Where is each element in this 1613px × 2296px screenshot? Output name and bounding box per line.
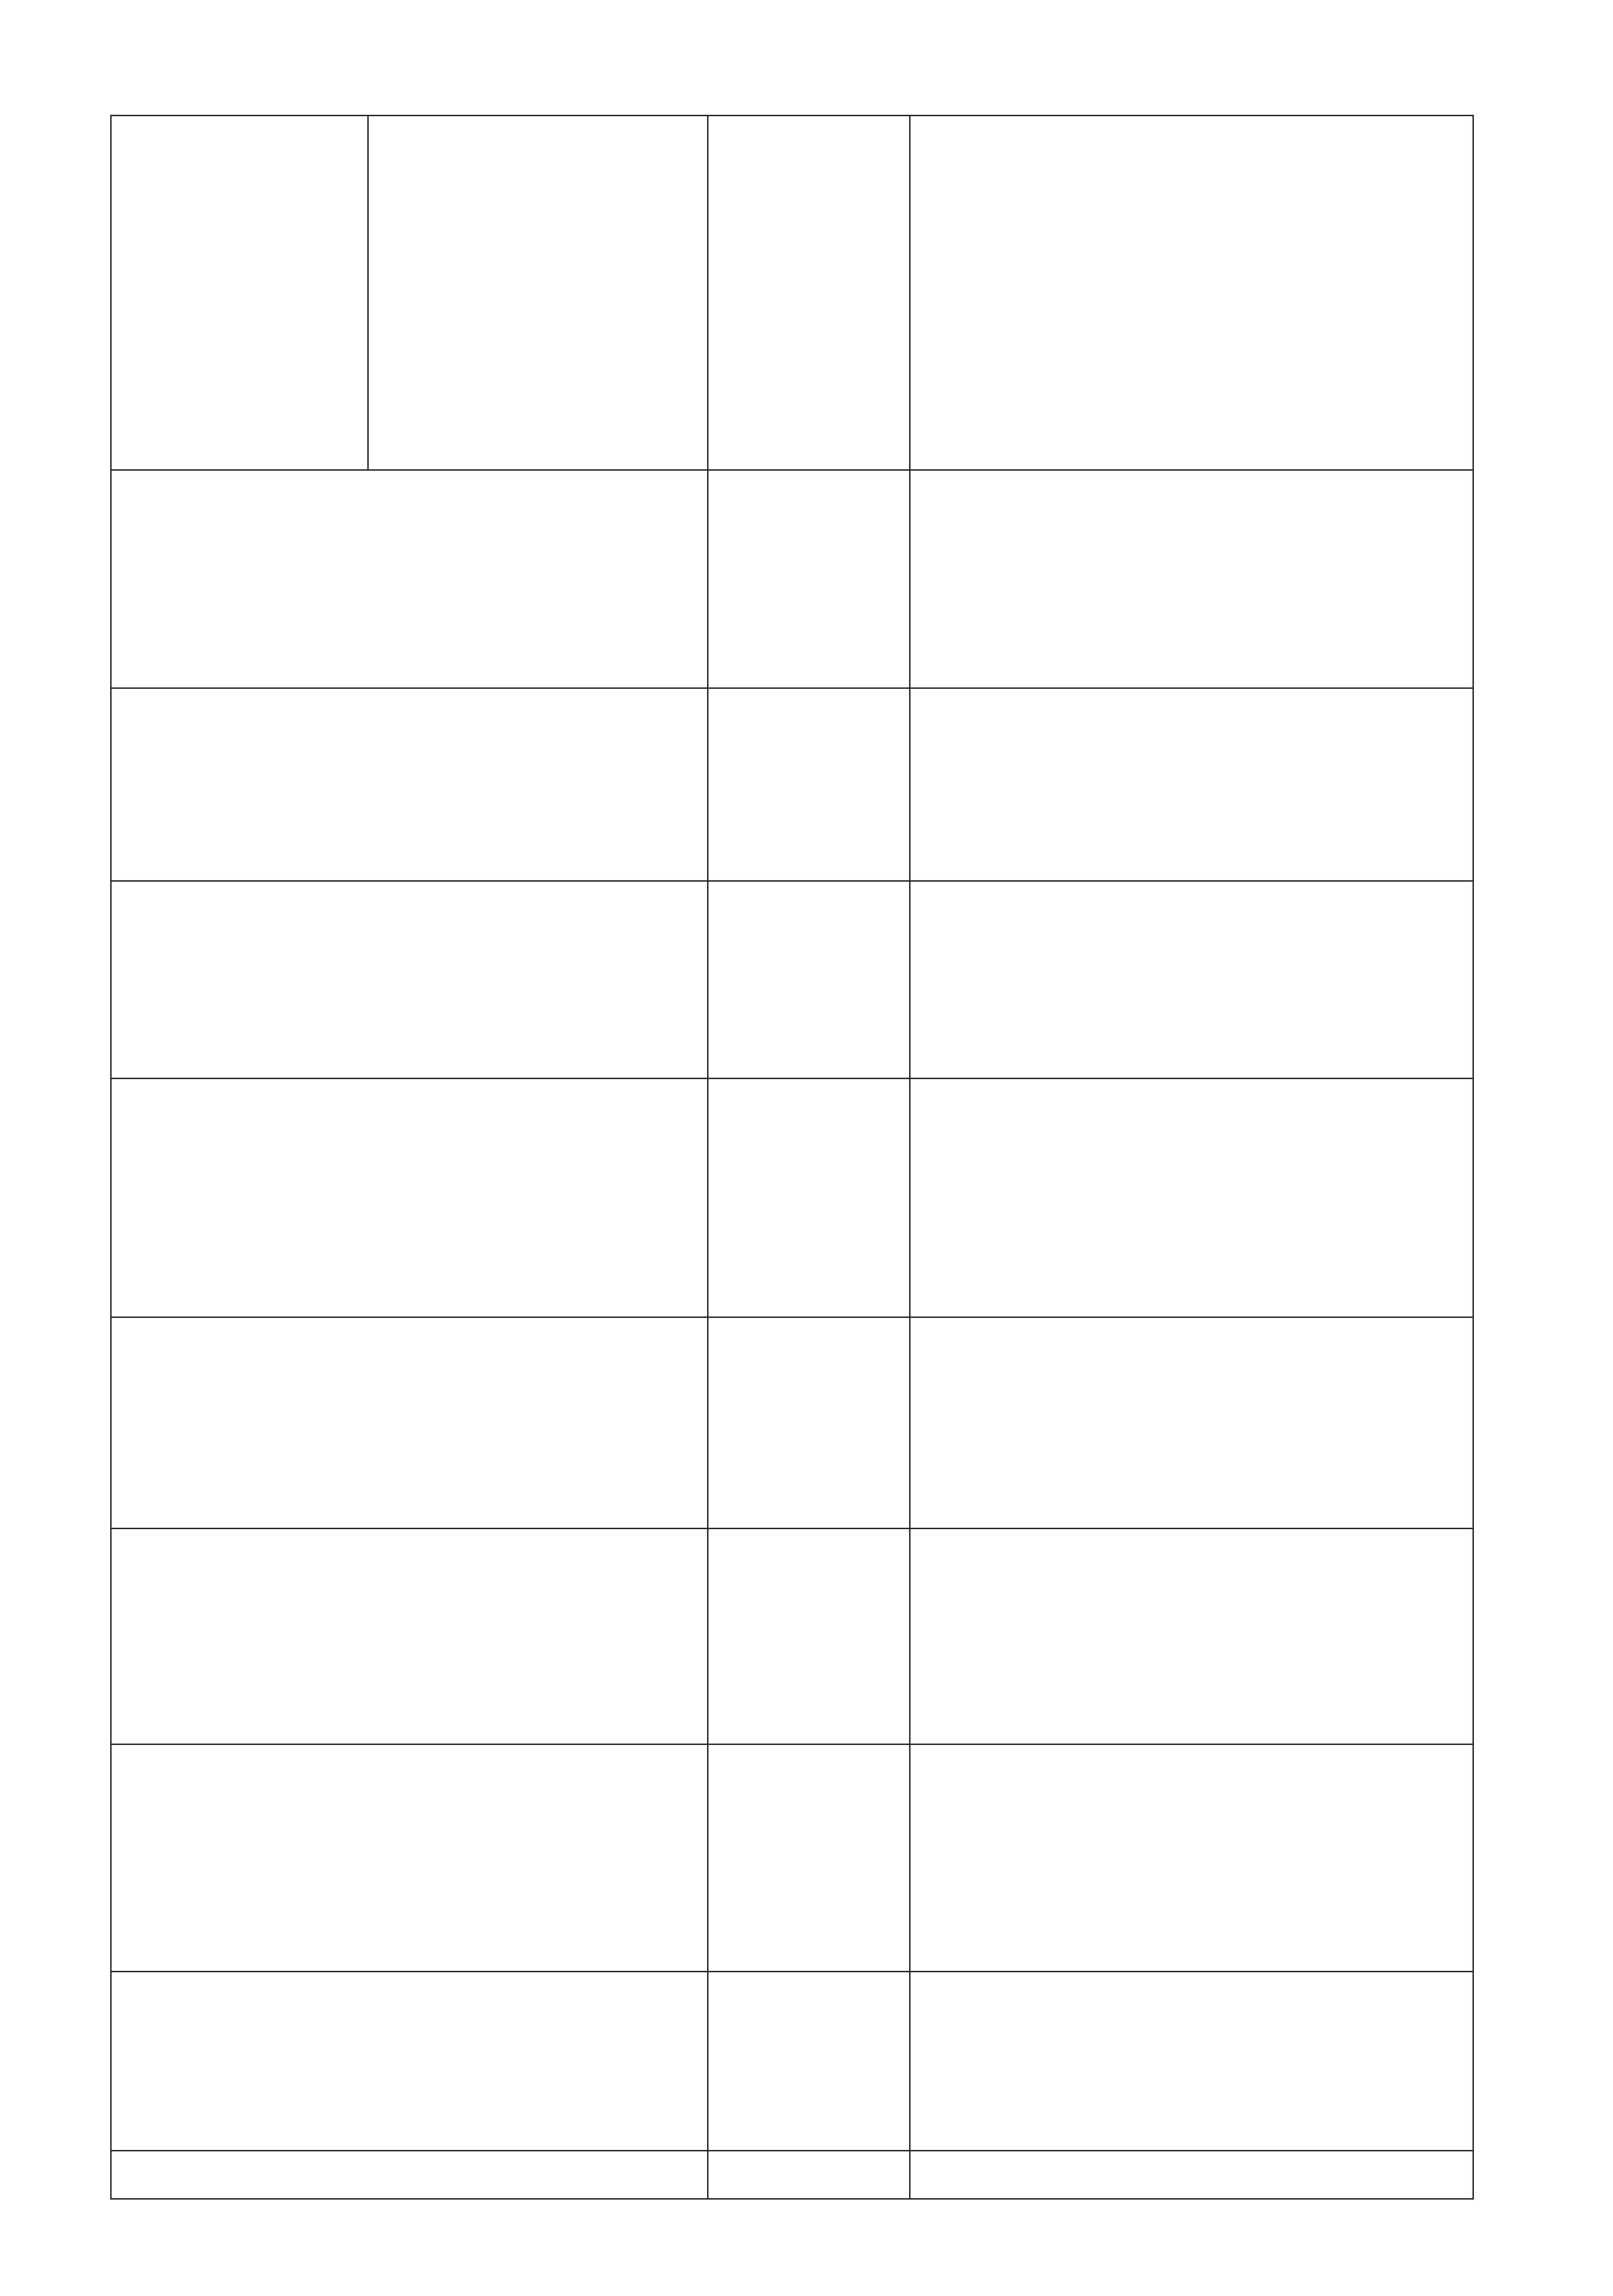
row-indicator bbox=[707, 1745, 1469, 1972]
row-requirement bbox=[707, 1529, 1469, 1745]
row-number bbox=[707, 2151, 909, 2200]
top-row-col6 bbox=[110, 471, 707, 689]
upper-col7 bbox=[112, 119, 434, 471]
row-periodicity bbox=[707, 689, 1469, 882]
upper-col8 bbox=[707, 119, 909, 471]
row-information bbox=[707, 1079, 1469, 1318]
row-form bbox=[707, 882, 1469, 1079]
row-source-subject bbox=[707, 1318, 1469, 1529]
row-criterion-negative bbox=[707, 473, 1361, 670]
